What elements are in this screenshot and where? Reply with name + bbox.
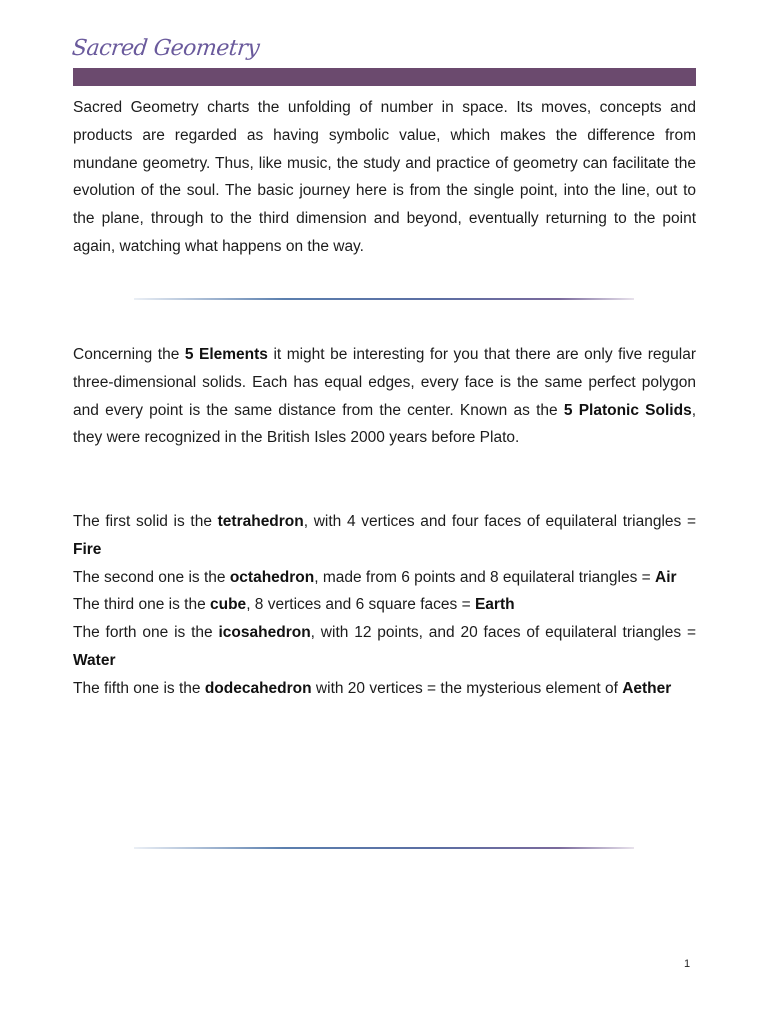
solid-element: Aether bbox=[622, 679, 672, 697]
elements-bold-platonic-solids: 5 Platonic Solids bbox=[563, 401, 692, 419]
section-divider-bottom bbox=[134, 847, 634, 849]
solid-name: cube bbox=[210, 596, 247, 614]
elements-text-mid: it might be interesting for you that there are only five regular three-dimensional solids. Each has equal edges, every face is the same perfect polygon and every point is the same distance from the center. Known as the bbox=[73, 346, 696, 419]
solid-item bbox=[73, 675, 696, 703]
solid-text-pre: The fifth one is the bbox=[73, 679, 205, 697]
solid-text-mid: , 8 vertices and 6 square faces = bbox=[246, 596, 475, 614]
solid-item bbox=[73, 508, 696, 564]
solid-text-pre: The first solid is the bbox=[73, 513, 218, 530]
section-divider-top bbox=[134, 298, 634, 300]
solid-name: octahedron bbox=[229, 568, 315, 586]
solid-item bbox=[73, 591, 696, 619]
elements-text-post: , they were recognized in the British Isles 2000 years before Plato. bbox=[73, 401, 697, 447]
solid-item bbox=[73, 564, 696, 592]
solid-text-pre: The third one is the bbox=[73, 596, 210, 614]
elements-bold-five-elements: 5 Elements bbox=[184, 346, 268, 363]
header-bar bbox=[73, 68, 696, 86]
solid-text-mid: with 20 vertices = the mysterious element of bbox=[311, 679, 623, 697]
solid-text-pre: The second one is the bbox=[73, 568, 230, 586]
solid-text-mid: , with 12 points, and 20 faces of equilateral triangles = bbox=[310, 624, 697, 642]
solids-list bbox=[73, 508, 696, 703]
solid-element: Water bbox=[73, 651, 116, 669]
intro-paragraph: Sacred Geometry charts the unfolding of number in space. Its moves, concepts and products are regarded as having symbolic value, which makes the difference from mundane geometry. Thus, like music, the study and practice of geometry can facilitate the evolution of the soul. The basic journey here is from the single point, into the line, out to the plane, through to the third dimension and beyond, eventually returning to the point again, watching what happens on the way. bbox=[73, 99, 696, 255]
elements-text-pre: Concerning the bbox=[73, 346, 185, 363]
solid-name: tetrahedron bbox=[217, 513, 304, 530]
document-header-title: Sacred Geometry bbox=[70, 36, 261, 61]
solid-item bbox=[73, 619, 696, 675]
elements-paragraph bbox=[73, 341, 696, 452]
solid-text-pre: The forth one is the bbox=[73, 624, 219, 642]
solid-element: Earth bbox=[474, 596, 515, 614]
solid-name: icosahedron bbox=[218, 624, 311, 642]
solid-element: Air bbox=[655, 568, 677, 586]
page-number: 1 bbox=[684, 958, 691, 970]
solid-text-mid: , made from 6 points and 8 equilateral triangles = bbox=[314, 568, 655, 586]
solid-text-mid: , with 4 vertices and four faces of equilateral triangles = bbox=[303, 513, 696, 530]
solid-element: Fire bbox=[73, 540, 102, 558]
solid-name: dodecahedron bbox=[204, 679, 312, 697]
